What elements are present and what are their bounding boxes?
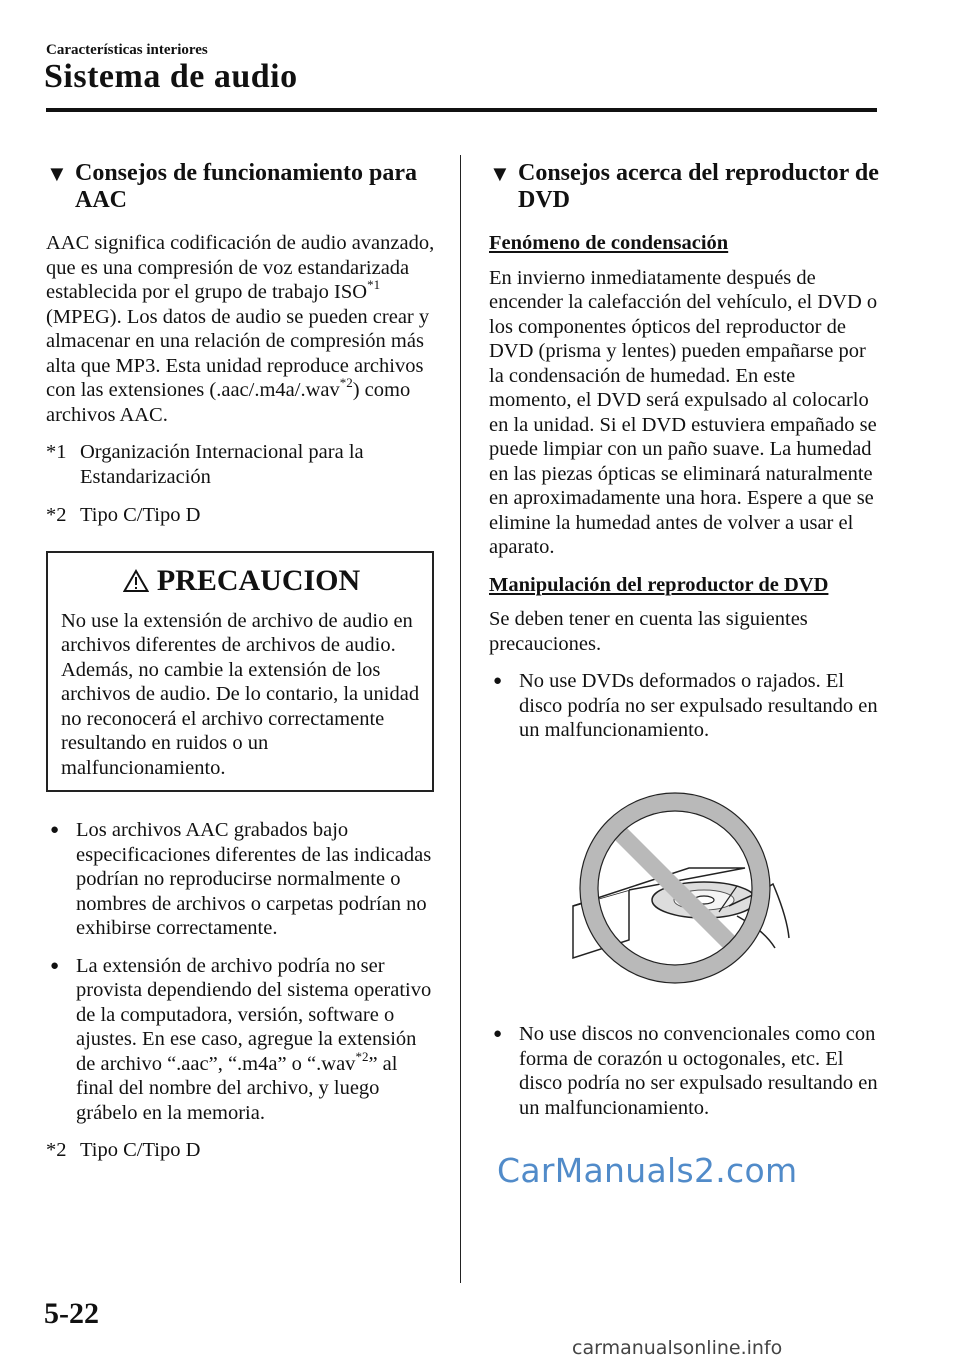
header-rule [46,108,877,112]
bullet-icon: ● [493,673,503,689]
triangle-icon: ▼ [489,161,511,186]
section-label: Características interiores [46,42,208,58]
site-footer: carmanualsonline.info [572,1337,783,1359]
bullet-icon: ● [493,1026,503,1042]
condensation-subheading: Fenómeno de condensación [489,232,729,254]
footnote-text: Tipo C/Tipo D [80,504,201,526]
triangle-icon: ▼ [46,161,68,186]
footnote-ref-2: *2 [339,375,353,390]
aac-intro-text-1: AAC significa codificación de audio avanzado, que es una compresión de voz estandarizada establecida por el grupo de trabajo ISO [46,232,435,303]
footnote-ref-1: *1 [367,277,381,292]
list-item [46,818,438,941]
footnote-2 [46,503,438,528]
column-divider [460,155,461,1283]
aac-intro-text-2: (MPEG). Los datos de audio se pueden crear y almacenar en una relación de compresión más alta que MP3. Esta unidad reproduce archivos con las extensiones (.aac/.m4a/.wav [46,305,430,401]
footnote-text: Organización Internacional para la Estandarización [80,441,364,488]
footnote-1 [46,440,438,489]
bullet-icon: ● [50,822,60,838]
list-item [489,1022,881,1120]
list-item-text: No use discos no convencionales como con forma de corazón u octogonales, etc. El disco podría no ser expulsado resultando en un malfuncionamiento. [519,1023,878,1119]
list-item [489,669,881,743]
page-title: Sistema de audio [44,58,298,95]
aac-intro-paragraph [46,231,438,427]
caution-title [61,559,422,603]
list-item-text [76,954,438,1126]
footnote-3 [46,1138,438,1163]
aac-heading [46,160,438,214]
no-damaged-disc-illustration [569,788,791,988]
page-number: 5-22 [44,1297,99,1330]
caution-box [46,551,434,793]
handling-intro: Se deben tener en cuenta las siguientes precauciones. [489,608,808,655]
footnote-mark: *2 [46,1139,67,1161]
aac-intro-text-3: ) como archivos AAC. [46,379,411,426]
footnote-text: Tipo C/Tipo D [80,1139,201,1161]
warning-icon [123,569,149,593]
caution-title-text: PRECAUCION [156,563,361,597]
list-item-text-1: La extensión de archivo podría no ser provista dependiendo del sistema operativo de la computadora, versión, software o ajustes. En ese caso, agregue la extensión de archivo “.aac”, “.m4a” o “.wav [76,954,432,1075]
footnote-mark: *1 [46,441,67,463]
list-item-text: No use DVDs deformados o rajados. El disco podría no ser expulsado resultando en un malfuncionamiento. [519,670,878,741]
condensation-paragraph: En invierno inmediatamente después de encender la calefacción del vehículo, el DVD o los componentes ópticos del reproductor de DVD (prisma y lentes) pueden empañarse por la condensación de humedad. En este momento, el DVD será expulsado al colocarlo en la unidad. Si el DVD estuviera empañado se puede limpiar con un paño suave. La humedad en las piezas ópticas se eliminará naturalmente en aproximadamente una hora. Espere a que se elimine la humedad antes de volver a usar el aparato. [489,266,878,558]
list-item [46,954,438,1126]
aac-heading-text: Consejos de funcionamiento para AAC [75,160,418,213]
dvd-heading [489,160,881,214]
left-column [46,160,438,1177]
right-column [489,160,881,1133]
list-item-text: Los archivos AAC grabados bajo especificaciones diferentes de las indicadas podrían no reproducirse normalmente o nombres de archivos o carpetas podrían no exhibirse correctamente. [76,819,432,939]
caution-text: No use la extensión de archivo de audio en archivos diferentes de archivos de audio. Además, no cambie la extensión de los archivos de audio. De lo contario, la unidad no reconocerá el archivo correctamente resultando en ruidos o un malfuncionamiento. [61,609,420,779]
dvd-heading-text: Consejos acerca del reproductor de DVD [518,160,879,213]
footnote-ref-2: *2 [355,1048,369,1064]
bullet-icon: ● [50,957,60,974]
footnote-mark: *2 [46,504,67,526]
list-item-text-2: ” al final del nombre del archivo, y luego grábelo en la memoria. [76,1052,398,1124]
watermark-logo: CarManuals2.com [497,1151,798,1190]
handling-subheading: Manipulación del reproductor de DVD [489,573,829,596]
